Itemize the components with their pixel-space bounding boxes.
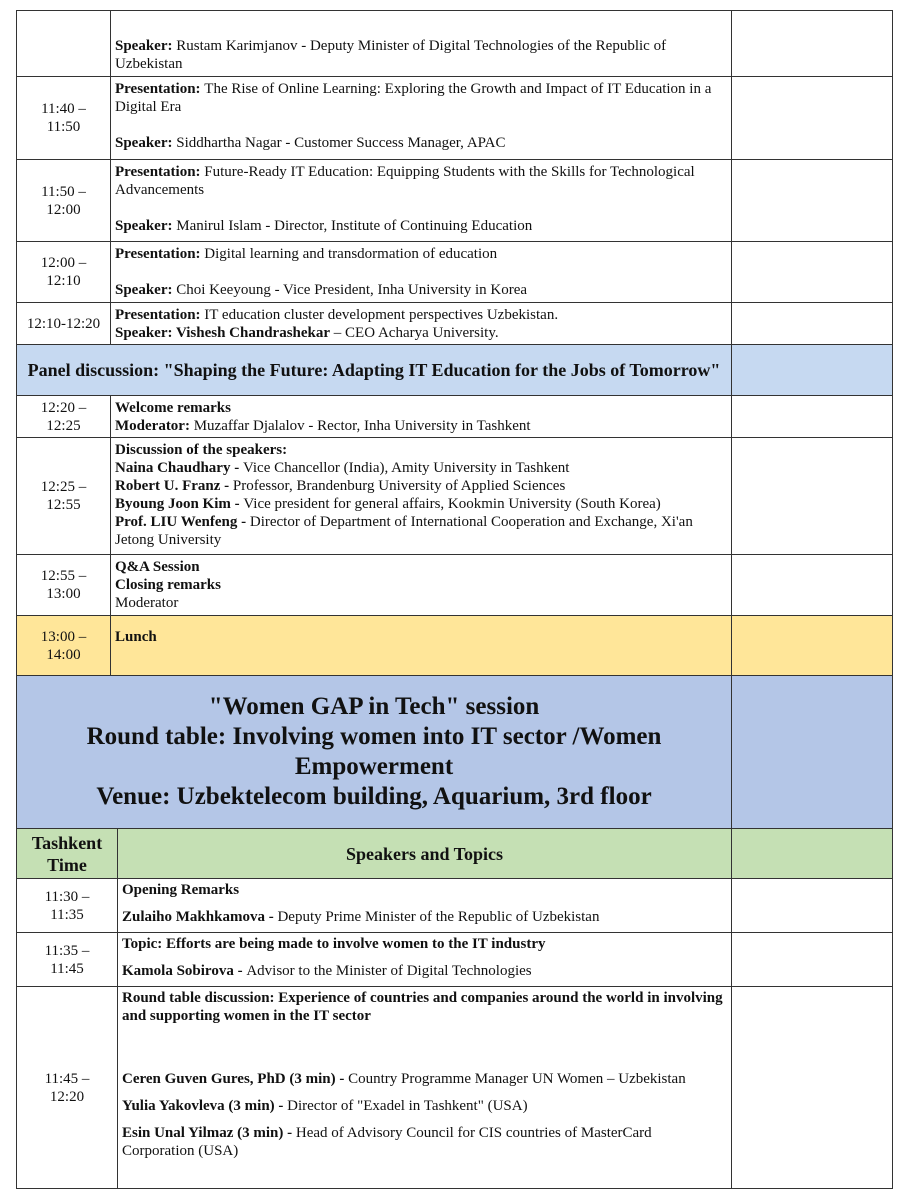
label-bold: Lunch bbox=[115, 629, 157, 645]
agenda-line bbox=[115, 594, 727, 612]
topic-cell bbox=[111, 438, 732, 555]
label-text: Choi Keeyoung - Vice President, Inha University in Korea bbox=[176, 282, 528, 298]
agenda-line bbox=[115, 477, 727, 495]
agenda-row bbox=[17, 11, 893, 77]
notes-cell bbox=[732, 345, 893, 396]
time-cell bbox=[17, 11, 111, 77]
header-topics: Speakers and Topics bbox=[118, 829, 732, 879]
label-bold: Robert U. Franz - bbox=[115, 478, 233, 494]
time-text: 12:10 bbox=[46, 273, 81, 289]
label-text: The Rise of Online Learning: Exploring the Growth and Impact of IT Education in a Digital Era bbox=[115, 81, 712, 115]
label-bold: Kamola Sobirova - bbox=[122, 963, 247, 979]
label-text: Digital learning and transdormation of education bbox=[204, 246, 498, 262]
time-text: 13:00 – bbox=[40, 628, 87, 645]
agenda-line bbox=[115, 217, 727, 235]
agenda-row bbox=[17, 616, 893, 676]
header-empty bbox=[732, 829, 893, 879]
time-text: 12:55 bbox=[46, 497, 81, 513]
agenda-row bbox=[17, 676, 893, 829]
panel-discussion-title bbox=[17, 345, 732, 396]
label-bold: Naina Chaudhary - bbox=[115, 460, 243, 476]
time-text: 11:30 – bbox=[44, 888, 90, 905]
label-text: Advisor to the Minister of Digital Technologies bbox=[246, 963, 532, 979]
topic-cell bbox=[111, 303, 732, 345]
time-cell bbox=[17, 933, 118, 987]
time-text: 12:25 bbox=[46, 417, 81, 434]
label-bold: Topic: Efforts are being made to involve women to the IT industry bbox=[122, 936, 546, 952]
agenda-line bbox=[115, 441, 727, 459]
time-cell bbox=[17, 303, 111, 345]
agenda-row bbox=[17, 987, 893, 1189]
notes-cell bbox=[732, 242, 893, 303]
table-header-row bbox=[17, 829, 893, 879]
time-text: 12:25 – bbox=[40, 479, 87, 495]
topic-cell bbox=[111, 242, 732, 303]
notes-cell bbox=[732, 879, 893, 933]
agenda-line bbox=[115, 80, 727, 116]
agenda-line bbox=[115, 495, 727, 513]
time-text: 11:50 bbox=[46, 119, 81, 135]
agenda-line bbox=[115, 628, 727, 646]
label-bold: Presentation: bbox=[115, 246, 205, 262]
label-bold: Speaker: bbox=[115, 135, 177, 151]
label-text: Moderator bbox=[115, 595, 179, 611]
agenda-row bbox=[17, 77, 893, 160]
label-bold: Ceren Guven Gures, PhD (3 min) - bbox=[122, 1071, 349, 1087]
label-bold: Presentation: bbox=[115, 307, 205, 323]
time-text: 11:35 bbox=[50, 906, 84, 923]
agenda-line bbox=[115, 417, 727, 435]
agenda-line bbox=[122, 962, 727, 980]
topic-cell bbox=[111, 396, 732, 438]
label-bold: Yulia Yakovleva (3 min) - bbox=[122, 1098, 288, 1114]
label-bold: Prof. LIU Wenfeng - bbox=[115, 514, 250, 530]
agenda-row bbox=[17, 555, 893, 616]
label-bold: Welcome remarks bbox=[115, 400, 231, 416]
time-text: 11:50 – bbox=[41, 183, 86, 200]
label-text: Muzaffar Djalalov - Rector, Inha University in Tashkent bbox=[193, 418, 531, 434]
time-text: 11:45 bbox=[50, 960, 84, 977]
topic-cell bbox=[111, 555, 732, 616]
agenda-line bbox=[122, 1097, 727, 1115]
agenda-row bbox=[17, 438, 893, 555]
agenda-line bbox=[122, 989, 727, 1025]
agenda-row bbox=[17, 303, 893, 345]
label-bold: Esin Unal Yilmaz (3 min) - bbox=[122, 1125, 296, 1141]
agenda-line bbox=[115, 399, 727, 417]
label-bold: Presentation: bbox=[115, 81, 205, 97]
time-text: 11:35 – bbox=[44, 942, 90, 959]
label-text: Future-Ready IT Education: Equipping Students with the Skills for Technological Advancements bbox=[115, 164, 695, 198]
title-line: Panel discussion: "Shaping the Future: Adapting IT Education for the Jobs of Tomorrow" bbox=[27, 359, 721, 380]
label-bold: Moderator: bbox=[115, 418, 194, 434]
time-cell bbox=[17, 616, 111, 676]
agenda-line bbox=[122, 935, 727, 953]
agenda-line bbox=[115, 37, 727, 73]
notes-cell bbox=[732, 303, 893, 345]
label-bold: Speaker: bbox=[115, 282, 177, 298]
agenda-line bbox=[122, 1070, 727, 1088]
time-cell bbox=[17, 879, 118, 933]
agenda-line bbox=[122, 881, 727, 899]
agenda-line bbox=[115, 306, 727, 324]
notes-cell bbox=[732, 933, 893, 987]
topic-cell bbox=[111, 11, 732, 77]
topic-cell bbox=[111, 77, 732, 160]
lunch-cell bbox=[111, 616, 732, 676]
agenda-line bbox=[115, 281, 727, 299]
topic-cell bbox=[118, 987, 732, 1189]
label-text: Head of Advisory Council for CIS countries of MasterCard Corporation (USA) bbox=[122, 1125, 652, 1159]
time-text: 12:00 – bbox=[40, 255, 87, 271]
agenda-row bbox=[17, 345, 893, 396]
time-cell bbox=[17, 396, 111, 438]
label-bold: Byoung Joon Kim - bbox=[115, 496, 244, 512]
notes-cell bbox=[732, 77, 893, 160]
agenda-line bbox=[115, 558, 727, 576]
time-text: 12:10-12:20 bbox=[26, 315, 101, 332]
time-text: 12:20 bbox=[49, 1088, 85, 1105]
label-bold: Round table discussion: Experience of countries and companies around the world in involving and supporting women in the IT sector bbox=[122, 990, 723, 1024]
time-text: 13:00 bbox=[46, 586, 81, 602]
label-bold: Speaker: bbox=[115, 38, 177, 54]
label-text: Professor, Brandenburg University of Applied Sciences bbox=[232, 478, 566, 494]
session-title bbox=[17, 676, 732, 829]
time-cell bbox=[17, 555, 111, 616]
time-cell bbox=[17, 160, 111, 242]
agenda-line bbox=[115, 513, 727, 549]
agenda-row bbox=[17, 933, 893, 987]
time-text: 11:45 – bbox=[44, 1070, 90, 1087]
agenda-line bbox=[115, 245, 727, 263]
label-bold: Speaker: bbox=[115, 218, 177, 234]
time-text: 12:20 – bbox=[40, 399, 87, 416]
agenda-row bbox=[17, 242, 893, 303]
time-cell bbox=[17, 438, 111, 555]
agenda-table-women-session bbox=[16, 828, 893, 1189]
agenda-line bbox=[115, 163, 727, 199]
agenda-line bbox=[115, 324, 727, 342]
label-bold: Opening Remarks bbox=[122, 882, 240, 898]
label-bold: Q&A Session bbox=[115, 559, 200, 575]
label-text: Rustam Karimjanov - Deputy Minister of Digital Technologies of the Republic of Uzbekistan bbox=[115, 38, 667, 72]
time-cell bbox=[17, 242, 111, 303]
notes-cell bbox=[732, 11, 893, 77]
title-line: Venue: Uzbektelecom building, Aquarium, 3rd floor bbox=[96, 783, 652, 810]
title-line: Round table: Involving women into IT sector /Women Empowerment bbox=[86, 723, 662, 780]
agenda-table-main bbox=[16, 10, 893, 829]
label-text: Deputy Prime Minister of the Republic of Uzbekistan bbox=[277, 909, 600, 925]
notes-cell bbox=[732, 676, 893, 829]
notes-cell bbox=[732, 555, 893, 616]
label-text: Director of Department of International Cooperation and Exchange, Xi'an Jetong University bbox=[115, 514, 693, 548]
label-bold: Closing remarks bbox=[115, 577, 221, 593]
agenda-row bbox=[17, 396, 893, 438]
notes-cell bbox=[732, 438, 893, 555]
agenda-line bbox=[122, 908, 727, 926]
agenda-row bbox=[17, 160, 893, 242]
agenda-row bbox=[17, 879, 893, 933]
label-text: Vice president for general affairs, Kookmin University (South Korea) bbox=[243, 496, 661, 512]
topic-cell bbox=[111, 160, 732, 242]
label-bold: Zulaiho Makhkamova - bbox=[122, 909, 278, 925]
notes-cell bbox=[732, 160, 893, 242]
label-text: Manirul Islam - Director, Institute of Continuing Education bbox=[176, 218, 533, 234]
label-bold: Discussion of the speakers: bbox=[115, 442, 288, 458]
label-text: Director of "Exadel in Tashkent" (USA) bbox=[287, 1098, 528, 1114]
label-text: Siddhartha Nagar - Customer Success Manager, APAC bbox=[176, 135, 506, 151]
notes-cell bbox=[732, 987, 893, 1189]
label-bold: Speaker: Vishesh Chandrashekar bbox=[115, 325, 331, 341]
agenda-line bbox=[115, 134, 727, 152]
topic-cell bbox=[118, 933, 732, 987]
label-text: Vice Chancellor (India), Amity University in Tashkent bbox=[242, 460, 570, 476]
time-text: 12:00 bbox=[46, 201, 81, 218]
header-time: Tashkent Time bbox=[17, 829, 118, 879]
time-text: 12:55 – bbox=[40, 568, 87, 584]
notes-cell bbox=[732, 396, 893, 438]
time-cell bbox=[17, 77, 111, 160]
time-cell bbox=[17, 987, 118, 1189]
title-line: "Women GAP in Tech" session bbox=[208, 693, 540, 720]
time-text: 14:00 bbox=[46, 646, 81, 663]
time-text: 11:40 – bbox=[41, 101, 86, 117]
label-text: Country Programme Manager UN Women – Uzbekistan bbox=[348, 1071, 686, 1087]
label-bold: Presentation: bbox=[115, 164, 205, 180]
agenda-line bbox=[115, 459, 727, 477]
label-text: IT education cluster development perspectives Uzbekistan. bbox=[204, 307, 559, 323]
topic-cell bbox=[118, 879, 732, 933]
label-text: – CEO Acharya University. bbox=[330, 325, 499, 341]
agenda-line bbox=[122, 1124, 727, 1160]
agenda-line bbox=[115, 576, 727, 594]
notes-cell bbox=[732, 616, 893, 676]
